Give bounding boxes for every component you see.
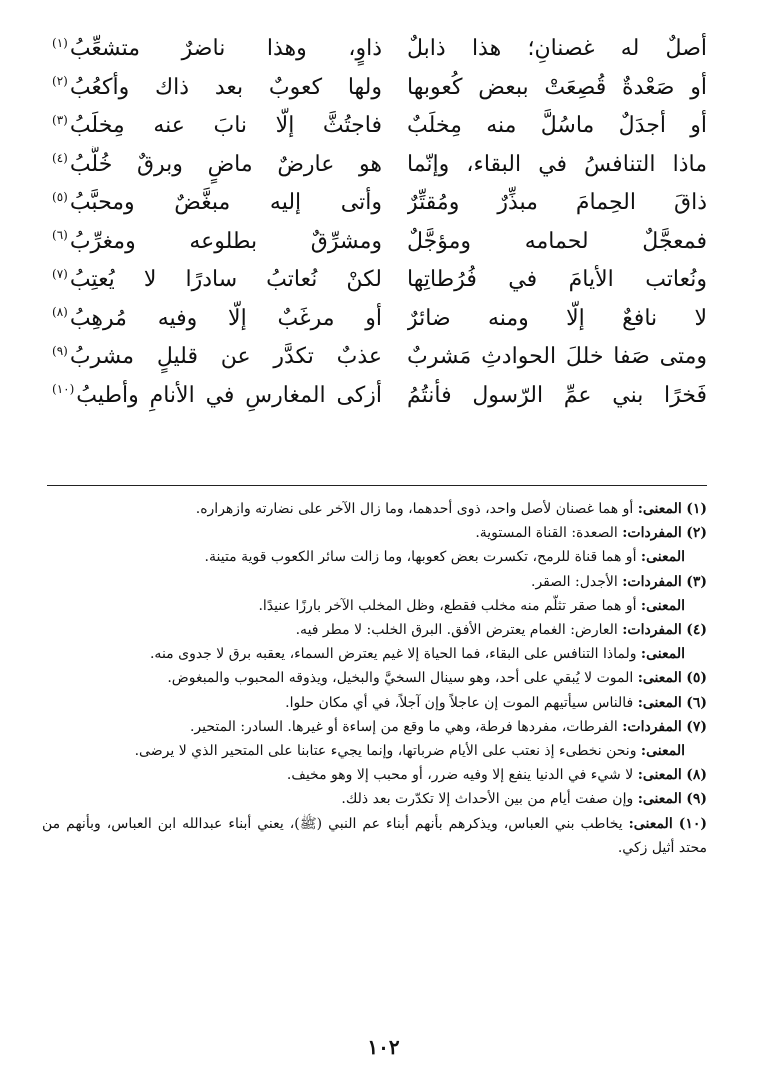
verse-second-hemistich xyxy=(52,377,382,416)
footnote-text: ونحن نخطىء إذ نعتب على الأيام ضرباتها، وإنما يجيء عتابنا على المتحير الذي لا يرضى. xyxy=(134,743,637,760)
footnote xyxy=(42,739,707,763)
hemistich-text: وأتى إليه مبغَّضٌ ومحبَّبُ xyxy=(69,190,382,215)
footnote xyxy=(42,666,707,690)
footnote-separator xyxy=(47,485,707,486)
footnote-ref[interactable]: (٥) xyxy=(52,189,68,204)
hemistich-text: فاجتُثَّ إلّا نابَ عنه مِخلَبُ xyxy=(69,113,382,138)
footnote-ref[interactable]: (١٠) xyxy=(52,382,75,397)
footnote-label: المفردات: xyxy=(622,573,682,590)
verse-line xyxy=(52,300,707,339)
verse-first-hemistich: فَخرًا بني عمِّ الرّسول فأنتُمُ xyxy=(407,382,707,408)
footnote xyxy=(42,715,707,739)
verse-first-hemistich: أصلٌ له غصنانِ؛ هذا ذابلٌ xyxy=(407,36,707,61)
footnote xyxy=(42,521,707,545)
hemistich-text: هو عارضٌ ماضٍ وبرقٌ خُلَّبُ xyxy=(69,151,382,177)
footnote-ref[interactable]: (٩) xyxy=(52,343,68,358)
footnote-number: (٥) xyxy=(686,670,707,687)
verse-second-hemistich xyxy=(52,261,382,300)
verse-second-hemistich xyxy=(52,300,382,339)
footnote-label: المفردات: xyxy=(622,525,682,542)
hemistich-text: أزكى المغارسِ في الأنامِ وأطيبُ xyxy=(76,382,382,408)
page-number: ١٠٢ xyxy=(367,1035,400,1059)
verse-second-hemistich xyxy=(52,69,382,108)
footnote xyxy=(42,763,707,787)
footnote-number: (٤) xyxy=(686,622,707,639)
footnote xyxy=(42,642,707,666)
footnote xyxy=(42,812,707,860)
footnote-ref[interactable]: (٣) xyxy=(52,112,68,127)
verse-first-hemistich: ماذا التنافسُ في البقاء، وإنّما xyxy=(407,151,707,177)
verse-line xyxy=(52,261,707,300)
footnote-text: أو هما غصنان لأصل واحد، ذوى أحدهما، وما زال الآخر على نضارته وازهراره. xyxy=(195,501,634,517)
hemistich-text: عذبٌ تكدَّر عن قليلٍ مشربُ xyxy=(69,344,382,369)
footnote-text: الفرطات، مفردها فرطة، وهي ما وقع من إساءة أو غيرها. السادر: المتحير. xyxy=(189,718,618,735)
verse-second-hemistich xyxy=(52,107,382,146)
footnote-ref[interactable]: (٨) xyxy=(52,305,68,320)
footnote-text: الصعدة: القناة المستوية. xyxy=(475,525,618,542)
footnote-label: المعنى: xyxy=(637,791,682,808)
footnote-text: وإن صفت أيام من بين الأحداث إلا تكدّرت بعد ذلك. xyxy=(341,791,634,808)
verse-first-hemistich: لا نافعٌ إلّا ومنه ضائرٌ xyxy=(407,305,707,331)
footnote-text: العارض: الغمام يعترض الأفق. البرق الخلب: لا مطر فيه. xyxy=(295,622,618,639)
footnote-text: أو هما قناة للرمح، تكسرت بعض كعوبها، وما زالت سائر الكعوب قوية متينة. xyxy=(204,549,637,566)
footnote-label: المعنى: xyxy=(637,767,682,784)
verse-line xyxy=(52,146,707,185)
footnote-label: المعنى: xyxy=(640,646,685,663)
poem-block xyxy=(52,30,707,415)
footnote-label: المعنى: xyxy=(628,815,673,832)
footnote xyxy=(42,594,707,618)
footnote xyxy=(42,497,707,521)
footnote-number: (٩) xyxy=(686,791,707,808)
footnote xyxy=(42,545,707,569)
footnote-number: (٧) xyxy=(686,718,707,735)
hemistich-text: ولها كعوبٌ بعد ذاك وأكعُبُ xyxy=(69,74,382,100)
hemistich-text: لكنْ نُعاتبُ سادرًا لا يُعتِبُ xyxy=(69,267,382,292)
footnote xyxy=(42,618,707,642)
footnote-number: (١٠) xyxy=(678,815,708,832)
footnote-text: الأجدل: الصقر. xyxy=(531,573,618,590)
footnote-number: (٦) xyxy=(686,694,707,711)
footnote-label: المعنى: xyxy=(640,743,685,760)
footnote-ref[interactable]: (١) xyxy=(52,35,68,50)
verse-second-hemistich xyxy=(52,146,382,185)
footnote-number: (٨) xyxy=(686,767,707,784)
footnote-text: ولماذا التنافس على البقاء، فما الحياة إلا غيم يعترض السماء، يعقبه برق لا جدوى منه. xyxy=(149,646,637,663)
verse-line xyxy=(52,30,707,69)
verse-first-hemistich: ذاقَ الحِمامَ مبذِّرٌ ومُقتِّرٌ xyxy=(407,190,707,215)
verse-line xyxy=(52,69,707,108)
footnote-text: فالناس سيأتيهم الموت إن عاجلاً وإن آجلاً، في أي مكان حلوا. xyxy=(285,694,634,711)
footnote-text: يخاطب بني العباس، ويذكرهم بأنهم أبناء عم النبي (ﷺ)، يعني أبناء عبدالله ابن العباس، وبأنهم من محتد أثيل زكي. xyxy=(42,815,707,856)
verse-second-hemistich xyxy=(52,30,382,69)
verse-line xyxy=(52,107,707,146)
hemistich-text: أو مرغَبٌ إلّا وفيه مُرهِبُ xyxy=(69,305,382,331)
verse-first-hemistich: ونُعاتب الأيامَ في فُرُطاتِها xyxy=(407,267,707,292)
footnote-text: لا شيء في الدنيا ينفع إلا وفيه ضرر، أو محبب إلا وهو مخيف. xyxy=(286,767,634,784)
footnote-text: الموت لا يُبقي على أحد، وهو سينال السخيَّ والبخيل، ويذوقه المحبوب والمبغوض. xyxy=(167,670,634,687)
verse-line xyxy=(52,184,707,223)
footnote-label: المعنى: xyxy=(637,670,682,687)
footnote-label: المعنى: xyxy=(637,501,682,517)
footnote xyxy=(42,570,707,594)
verse-first-hemistich: ومتى صَفا خللَ الحوادثِ مَشربٌ xyxy=(407,344,707,369)
hemistich-text: ومشرِّقٌ بطلوعه ومغرِّبُ xyxy=(69,228,382,254)
footnote-ref[interactable]: (٢) xyxy=(52,74,68,89)
footnote-label: المفردات: xyxy=(622,622,682,639)
footnote xyxy=(42,787,707,811)
verse-line xyxy=(52,377,707,416)
footnote-ref[interactable]: (٧) xyxy=(52,266,68,281)
footnote-label: المعنى: xyxy=(637,694,682,711)
footnote-label: المعنى: xyxy=(640,549,685,566)
verse-second-hemistich xyxy=(52,338,382,377)
footnote-ref[interactable]: (٦) xyxy=(52,228,68,243)
footnote-label: المفردات: xyxy=(622,718,682,735)
hemistich-text: ذاوٍ، وهذا ناضرٌ متشعِّبُ xyxy=(69,36,382,61)
footnote-ref[interactable]: (٤) xyxy=(52,151,68,166)
verse-second-hemistich xyxy=(52,223,382,262)
footnotes xyxy=(42,497,707,860)
footnote-number: (٢) xyxy=(686,525,707,542)
verse-line xyxy=(52,338,707,377)
footnote xyxy=(42,691,707,715)
verse-first-hemistich: أو أجدَلٌ ماسُلَّ منه مِخلَبٌ xyxy=(407,113,707,138)
footnote-number: (١) xyxy=(686,501,707,517)
footnote-number: (٣) xyxy=(686,573,707,590)
footnote-label: المعنى: xyxy=(640,597,685,614)
verse-second-hemistich xyxy=(52,184,382,223)
verse-first-hemistich: أو صَعْدةٌ قُصِعَتْ ببعض كُعوبها xyxy=(407,74,707,100)
verse-line xyxy=(52,223,707,262)
verse-first-hemistich: فمعجَّلٌ لحمامه ومؤجَّلٌ xyxy=(407,228,707,254)
footnote-text: أو هما صقر تثلّم منه مخلب فقطع، وظل المخلب الآخر بارزًا عنيدًا. xyxy=(258,597,637,614)
